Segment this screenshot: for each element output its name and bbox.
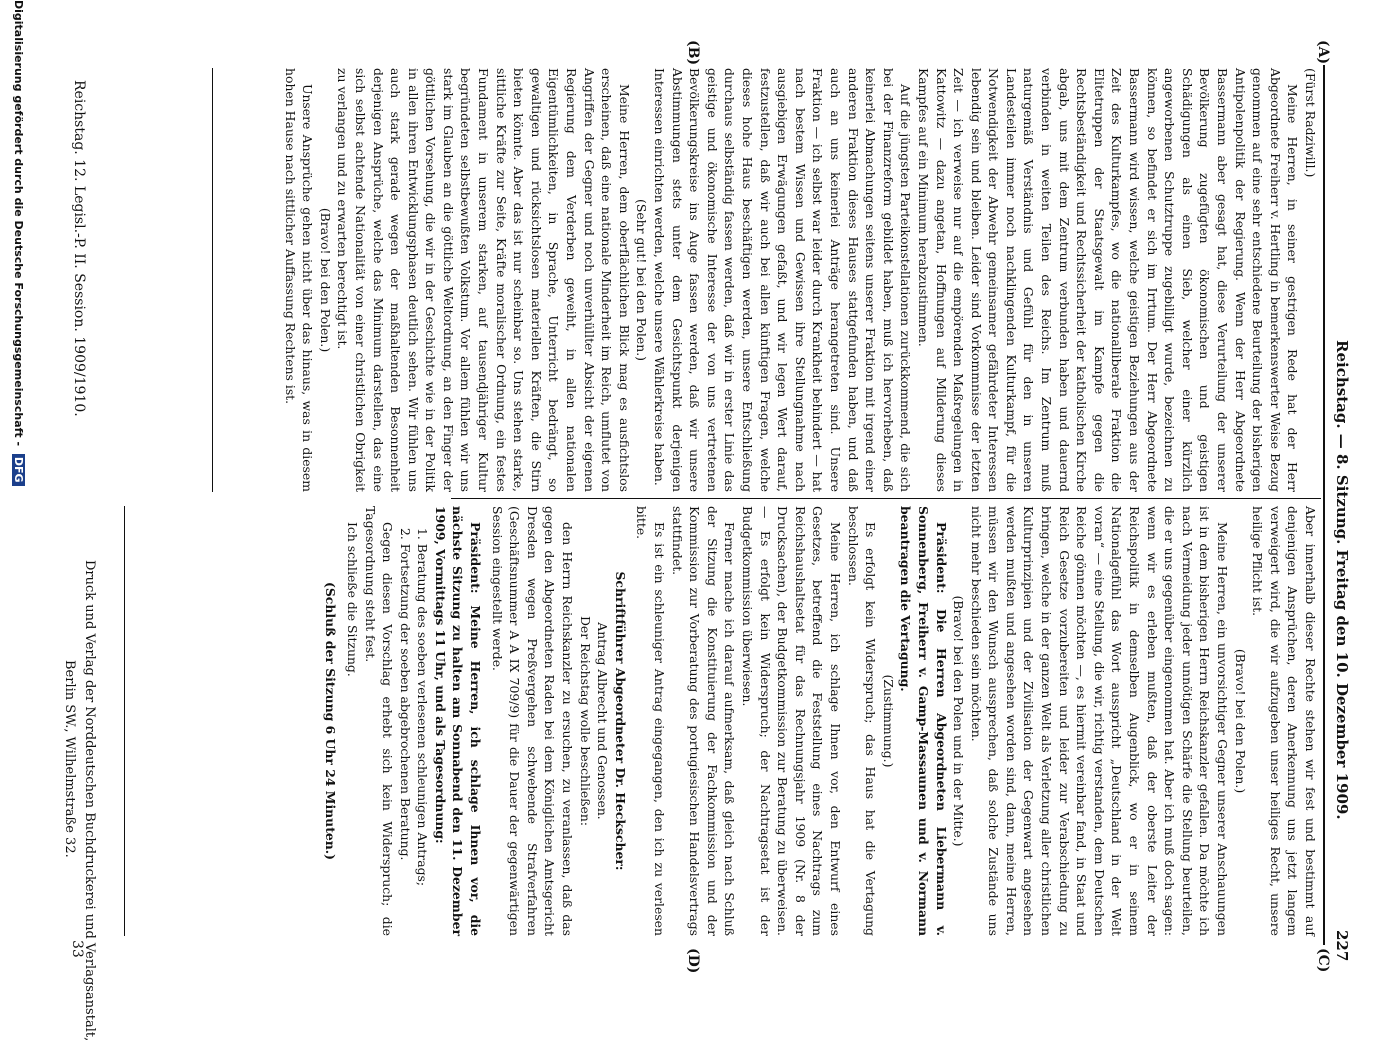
agenda-item: 1. Beratung des soeben verlesenen schleunigen Antrags; bbox=[415, 528, 431, 887]
paragraph: Auf die jüngsten Parteikonstellationen zurückkommend, die sich bei der Finanzreform gebildet haben, muß ich hervorheben, daß keinerlei Abmachungen seitens unserer Fraktion mit irgend einer anderen Fraktion dieses Hauses stattgefunden haben, und daß auch an uns keinerlei Anträge herangetreten sind. Unsere Fraktion — ich selbst war leider durch Krankheit behindert — hat nach bestem Wissen und Gewissen ihre Stellungnahme nach ausgiebigen Erwägungen gefaßt, und wir legen Wert darauf, festzustellen, daß wir auch bei allen künftigen Fragen, welche dieses hohe Haus beschäftigen werden, unsere Entschließung durchaus selbständig fassen werden, daß wir in erster Linie das geistige und ökonomische Interesse der von uns vertretenen Bevölkerungskreise ins Auge fassen werden, daß wir unsere Abstimmungen stets unter dem Gesichtspunkt derjenigen Interessen einrichten werden, welche unsere Wählerkreise haben. bbox=[652, 68, 914, 492]
paragraph: Ferner mache ich darauf aufmerksam, daß gleich nach Schluß der Sitzung die Konstituierung der Fachkommission und der Kommission zur Vorberatung des portugiesischen Handelsvertrags stattfindet. bbox=[669, 506, 738, 936]
speaker-tag: (Fürst Radziwill.) bbox=[1303, 68, 1318, 178]
footer-rule-right bbox=[124, 506, 125, 936]
assent-note: (Zustimmung.) bbox=[880, 674, 896, 768]
paragraph: Meine Herren, ein unvorsichtiger Gegner unserer Anschauungen ist in dem bisherigen Herrn Reichskanzler gefallen. Da möchte ich nach Vermeidung jeder unnötigen Schärfe die Stellung beurteilen, die er uns gegenüber eingenommen hat. Aber ich muß doch sagen: wenn wir es erleben mußten, daß der oberste Leiter der Reichspolitik in demselben Augenblick, wo er in seinem Nationalgefühl das Wort ausspricht „Deutschland in der Welt voran“ — eine Stellung, die wir, richtig verstanden, dem Deutschen Reiche gönnen möchten —, es hiermit vereinbar fand, in Staat und Reich Gesetze vorzubereiten und leider zur Verabschiedung zu bringen, welche in der ganzen Welt als Verletzung aller christlichen Kulturprinzipien und der Zivilisation der Gegenwart angesehen werden mußten und angesehen worden sind, dann, meine Herren, müssen wir den Wunsch aussprechen, daß solche Zustände uns nicht mehr beschieden sein möchten. bbox=[968, 506, 1231, 936]
margin-marker-d: (D) bbox=[685, 948, 701, 974]
paragraph: Es erfolgt kein Widerspruch; das Haus hat die Vertagung beschlossen. bbox=[845, 506, 879, 936]
paragraph: Gegen diesen Vorschlag erhebt sich kein Widerspruch; die Tagesordnung steht fest. bbox=[362, 506, 396, 936]
president-statement: Präsident: Die Herren Abgeordneten Liebermann v. Sonnenberg, Freiherr v. Gamp-Massaunen und v. Normann beantragen die Vertagung. bbox=[898, 506, 949, 936]
column-divider bbox=[451, 498, 1321, 499]
session-closing: (Schluß der Sitzung 6 Uhr 24 Minuten.) bbox=[323, 582, 339, 860]
left-column bbox=[281, 68, 1319, 492]
footer-rule-left bbox=[212, 68, 213, 492]
running-header: Reichstag. — 8. Sitzung. Freitag den 10. Dezember 1909. bbox=[1333, 340, 1351, 820]
margin-marker-b: (B) bbox=[685, 40, 701, 66]
applause-note: (Bravo! bei den Polen.) bbox=[317, 207, 333, 353]
secretary-label: Schriftführer Abgeordneter Dr. Heckscher: bbox=[612, 571, 628, 871]
margin-marker-c: (C) bbox=[1315, 948, 1331, 973]
applause-note: (Sehr gut! bei den Polen.) bbox=[634, 199, 650, 361]
paragraph: Meine Herren, ich schlage Ihnen vor, den Entwurf eines Gesetzes, betreffend die Feststellung eines Nachtrags zum Reichshaushaltsetat für das Rechnungsjahr 1909 (Nr. 8 der Drucksachen), der Budgetkommission zur Beratung zu überweisen. — Es erfolgt kein Widerspruch; der Nachtragsetat ist der Budgetkommission überwiesen. bbox=[740, 506, 843, 936]
paragraph: Unsere Ansprüche gehen nicht über das hinaus, was in diesem hohen Hause nach sittlicher Auffassung Rechtens ist. bbox=[282, 68, 316, 492]
motion-text: den Herrn Reichskanzler zu ersuchen, zu veranlassen, daß das gegen den Abgeordneten Raden bei dem Königlichen Amtsgericht Dresden wegen Preßvergehen schwebende Strafverfahren (Geschäftsnummer A A IX 709/9) für die Dauer der gegenwärtigen Session eingestellt werde. bbox=[489, 506, 576, 936]
page-number-top: 227 bbox=[1333, 930, 1351, 962]
dfg-logo: DFG bbox=[12, 454, 25, 486]
agenda-item: 2. Fortsetzung der soeben abgebrochenen Beratung. bbox=[397, 528, 413, 861]
footer-session-info: Reichstag. 12. Legisl.-P. II. Session. 1909/1910. bbox=[71, 80, 87, 417]
paragraph: Meine Herren, dem oberflächlichen Blick mag es ausfichtslos erscheinen, daß eine nationale Minderheit im Reich, umflutet von Angriffen der Gegner und noch unverhüllter Absicht der eigenen Regierung dem Verderben geweiht, in allen nationalen Eigentümlichkeiten, in Sprache, Unterricht bedrängt, so gewaltigen und rücksichtslosen materiellen Kräften, die Stirn bieten könnte. Aber das ist nur scheinbar so. Uns stehen starke, sittliche Kräfte zur Seite, Kräfte moralischer Ordnung, ein festes Fundament in unserem starken, auf tausendjähriger Kultur begründeten selbstbewußten Volkstum. Vor allem fühlen wir uns stark im Glauben an die göttliche Weltordnung, an den Finger der göttlichen Vorsehung, die wir in der Geschichte wie in der Politik in allen ihren Entwicklungsphasen deutlich sehen. Wir fühlen uns auch stark gerade wegen der maßhaltenden Besonnenheit derjenigen Ansprüche, welche das Minimum darstellen, das eine sich selbst achtende Nationalität von einer christlichen Obrigkeit zu verlangen und zu erwarten berechtigt ist. bbox=[335, 68, 632, 492]
right-column bbox=[322, 506, 1319, 936]
paragraph: Es ist ein schleuniger Antrag eingegangen, den ich zu verlesen bitte. bbox=[634, 506, 668, 936]
applause-note: (Bravo! bei den Polen.) bbox=[1232, 648, 1248, 794]
digitization-credit-text: Digitalisierung gefördert durch die Deutsche Forschungsgemeinschaft - bbox=[12, 0, 25, 447]
paragraph: Aber innerhalb dieser Rechte stehen wir fest und bestimmt auf denjenigen Ansprüchen, deren Anerkennung uns jetzt langem verweigert wird, die wir aufzugeben unser heiliges Recht, unsere heilige Pflicht ist. bbox=[1250, 506, 1318, 936]
paragraph: Meine Herren, in seiner gestrigen Rede hat der Herr Abgeordnete Freiherr v. Hertling in bemerkenswerter Weise Bezug genommen auf eine sehr entschiedene Beurteilung der bisherigen Antipolenpolitik der Regierung. Wenn der Herr Abgeordnete Bassermann aber gesagt hat, diese Verurteilung der unserer Bevölkerung zugefügten ökonomischen und geistigen Schädigungen als einen Sieb, welcher einer kürzlich angeworbenen Schutztruppe zugebilligt wurde, bezeichnen zu können, so befindet er sich im Irrtum. Der Herr Abgeordnete Bassermann wird wissen, welche geistigen Beziehungen aus der Zeit des Kulturkampfes, wo die nationalliberale Fraktion die Elitetruppen der Staatsgewalt im Kampfe gegen die Rechtsbeständigkeit und Rechtssicherheit der katholischen Kirche abgab, uns mit dem Zentrum verbunden haben und dauernd verbinden in weiten Teilen des Reichs. Im Zentrum muß naturgemäß Verständnis und Gefühl für den in unseren Landesteilen immer noch nachklingenden Kulturkampf, für die Notwendigkeit der Abwehr gemeinsamer gefährdeter Interessen lebendig sein und bleiben. Leider sind Vorkommnisse der letzten Zeit — ich verweise nur auf die empörenden Maßregelungen in Kattowitz — dazu angetan, Hoffnungen auf Milderung dieses Kampfes auf ein Minimum herabzustimmen. bbox=[915, 68, 1301, 492]
printer-line-2: Berlin SW., Wilhelmstraße 32. bbox=[62, 660, 77, 858]
page-number-bottom: 33 bbox=[69, 940, 85, 958]
header-rule bbox=[1323, 65, 1325, 945]
motion-intro: Der Reichstag wolle beschließen: bbox=[577, 615, 593, 827]
margin-marker-a: (A) bbox=[1315, 40, 1331, 65]
motion-title: Antrag Albrecht und Genossen. bbox=[595, 622, 611, 820]
applause-note: (Bravo! bei den Polen und in der Mitte.) bbox=[951, 595, 967, 847]
digitization-credit bbox=[12, 0, 25, 486]
printer-line-1: Druck und Verlag der Norddeutschen Buchdruckerei und Verlagsanstalt, bbox=[82, 560, 97, 1041]
president-statement: Präsident: Meine Herren, ich schlage Ihnen vor, die nächste Sitzung zu halten am Sonnabend den 11. Dezember 1909, Vormittags 11 Uhr, und als Tagesordnung: bbox=[432, 506, 484, 936]
paragraph: Ich schließe die Sitzung. bbox=[344, 522, 360, 677]
